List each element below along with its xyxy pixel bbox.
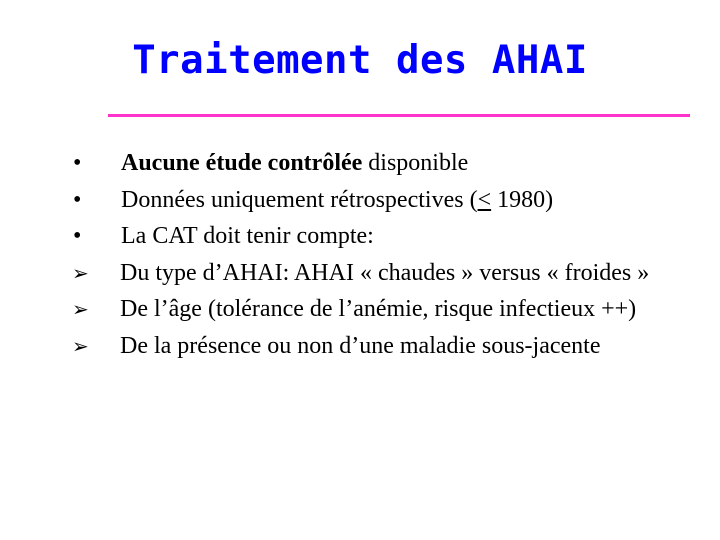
list-item-text: La CAT doit tenir compte: — [121, 223, 374, 249]
list-item — [72, 291, 672, 328]
bullet-icon: • — [73, 223, 82, 249]
list-item-text: Aucune étude contrôlée disponible — [121, 150, 469, 176]
list-item — [72, 145, 672, 182]
list-item — [72, 218, 672, 255]
bullet-icon: • — [73, 150, 82, 176]
bullet-list — [72, 145, 672, 364]
list-item-text: De la présence ou non d’une maladie sous-jacente — [120, 332, 601, 359]
list-item — [72, 255, 672, 292]
underlined-symbol: < — [477, 186, 492, 213]
arrow-bullet-icon: ➢ — [72, 260, 89, 285]
title-divider — [108, 114, 690, 117]
bullet-icon: • — [73, 186, 82, 213]
arrow-bullet-icon: ➢ — [72, 333, 89, 358]
list-item-text: Du type d’AHAI: AHAI « chaudes » versus « froides » — [120, 259, 650, 286]
list-item — [72, 328, 672, 365]
list-item — [72, 182, 672, 219]
list-item-text: Données uniquement rétrospectives (< 1980) — [121, 186, 554, 213]
bold-phrase: Aucune étude contrôlée — [121, 150, 363, 176]
arrow-bullet-icon: ➢ — [72, 297, 89, 321]
slide-title: Traitement des AHAI — [132, 38, 588, 83]
list-item-text: De l’âge (tolérance de l’anémie, risque infectieux ++) — [120, 296, 637, 322]
